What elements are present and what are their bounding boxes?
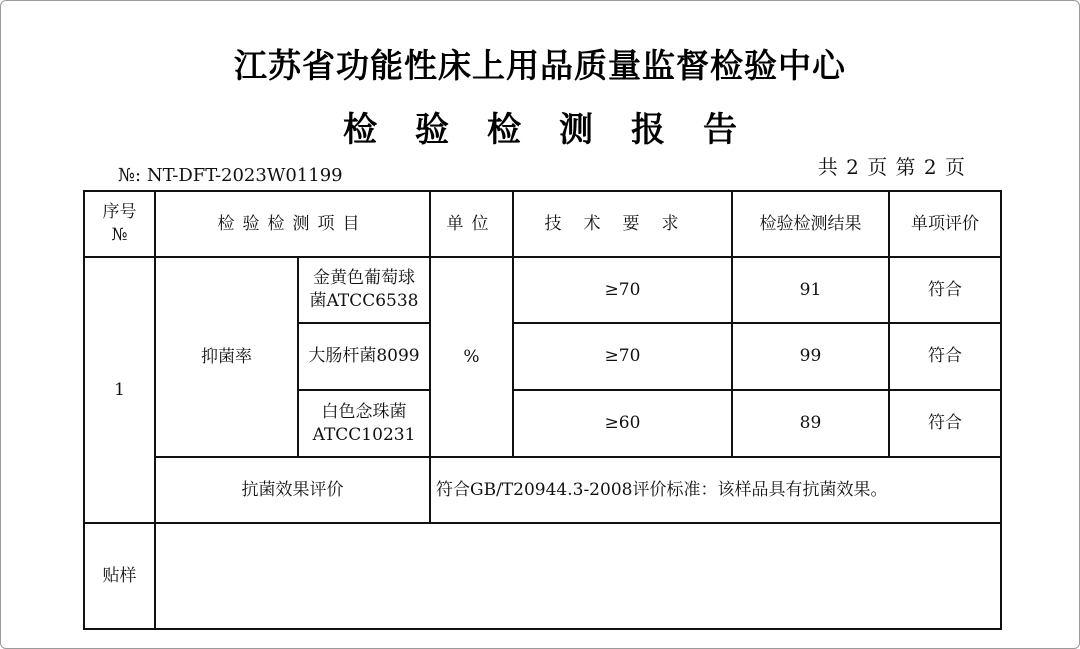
header-seq-symbol: №: [111, 225, 128, 245]
unit-cell: %: [430, 257, 513, 457]
header-seq-label: 序号: [102, 202, 137, 222]
header-requirement: 技术要求: [513, 191, 732, 257]
results-table: [83, 190, 1002, 630]
organism-cell: [298, 323, 430, 390]
organism-name: 金黄色葡萄球: [313, 268, 415, 288]
report-number: №: NT-DFT-2023W01199: [118, 165, 343, 186]
sample-label: 贴样: [84, 523, 155, 629]
result-cell: 99: [732, 323, 889, 390]
organism-cell: [298, 390, 430, 457]
report-title: 检验检测报告: [343, 110, 775, 150]
sample-row: [84, 523, 1001, 629]
evaluation-cell: 符合: [889, 323, 1001, 390]
evaluation-conclusion: 符合GB/T20944.3-2008评价标准：该样品具有抗菌效果。: [430, 457, 1001, 523]
header-unit: 单位: [430, 191, 513, 257]
sample-area: [155, 523, 1001, 629]
header-seq: [84, 191, 155, 257]
requirement-cell: ≥70: [513, 257, 732, 323]
test-item-cell: 抑菌率: [155, 257, 298, 457]
evaluation-cell: 符合: [889, 257, 1001, 323]
result-cell: 89: [732, 390, 889, 457]
evaluation-label: 抗菌效果评价: [155, 457, 430, 523]
table-header-row: [84, 191, 1001, 257]
organism-name: 大肠杆菌8099: [308, 346, 420, 366]
organism-strain: ATCC10231: [312, 424, 416, 445]
organism-cell: [298, 257, 430, 323]
page-info: 共 2 页 第 2 页: [817, 155, 966, 179]
evaluation-cell: 符合: [889, 390, 1001, 457]
header-evaluation: 单项评价: [889, 191, 1001, 257]
table-row: [84, 257, 1001, 323]
evaluation-row: [84, 457, 1001, 523]
result-cell: 91: [732, 257, 889, 323]
organism-name: 白色念珠菌: [321, 401, 407, 422]
header-result: 检验检测结果: [732, 191, 889, 257]
organism-strain: 菌ATCC6538: [309, 291, 419, 311]
institution-title: 江苏省功能性床上用品质量监督检验中心: [234, 46, 846, 85]
seq-cell: 1: [84, 257, 155, 523]
header-item: 检验检测项目: [155, 191, 430, 257]
requirement-cell: ≥70: [513, 323, 732, 390]
requirement-cell: ≥60: [513, 390, 732, 457]
